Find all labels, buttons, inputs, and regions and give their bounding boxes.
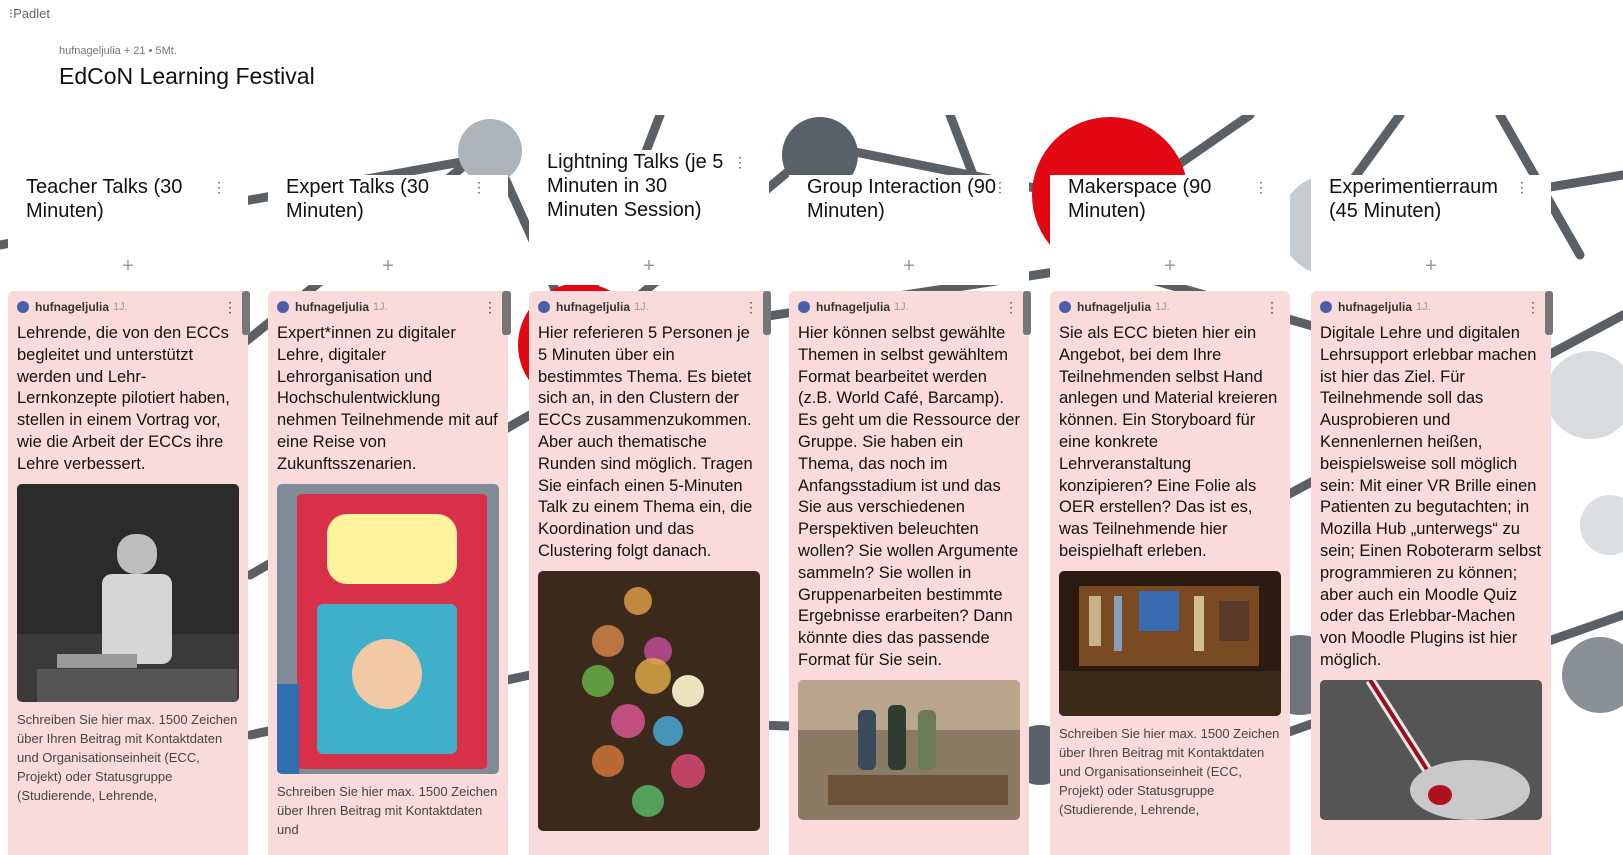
avatar — [17, 301, 29, 313]
post-author: hufnageljulia — [1077, 299, 1152, 314]
post-menu-icon[interactable]: ⋮ — [223, 299, 237, 315]
add-post-button[interactable]: + — [529, 251, 769, 285]
post-card[interactable] — [1311, 291, 1551, 855]
add-post-button[interactable]: + — [8, 251, 248, 285]
post-author: hufnageljulia — [1338, 299, 1413, 314]
post-body: Expert*innen zu digitaler Lehre, digitaler Lehrorganisation und Hochschulentwicklung nehmen Teilnehmende mit auf eine Reise von Zukunftsszenarien. — [277, 324, 498, 473]
column-header — [1311, 175, 1551, 251]
post-menu-icon[interactable]: ⋮ — [1004, 299, 1018, 315]
post-author: hufnageljulia — [556, 299, 631, 314]
column-title: Teacher Talks (30 Minuten) — [26, 176, 183, 222]
post-author: hufnageljulia — [35, 299, 110, 314]
column-header — [1050, 175, 1290, 251]
post-card[interactable] — [8, 291, 248, 855]
post-note: Schreiben Sie hier max. 1500 Zeichen über Ihren Beitrag mit Kontaktdaten und — [277, 783, 498, 837]
post-age: 1J. — [373, 300, 388, 313]
avatar — [1320, 301, 1332, 313]
post-header — [17, 299, 239, 321]
board-meta: hufnageljulia + 21 • 5Mt. — [59, 45, 177, 57]
board-title: EdCoN Learning Festival — [59, 63, 315, 89]
column-title: Experimentierraum (45 Minuten) — [1329, 176, 1498, 222]
column-group-interaction — [789, 115, 1029, 855]
post-menu-icon[interactable]: ⋮ — [483, 299, 497, 315]
column-title: Lightning Talks (je 5 Minuten in 30 Minuten Session) — [547, 151, 724, 221]
column-menu-icon[interactable]: ⋮ — [1254, 179, 1268, 195]
avatar — [277, 301, 289, 313]
padlet-logo[interactable]: ⁝Padlet — [9, 6, 50, 21]
column-menu-icon[interactable]: ⋮ — [993, 179, 1007, 195]
column-scrollbar[interactable] — [242, 291, 250, 335]
column-scrollbar[interactable] — [1023, 291, 1031, 335]
post-age: 1J. — [1416, 300, 1431, 313]
post-author: hufnageljulia — [816, 299, 891, 314]
column-menu-icon[interactable]: ⋮ — [733, 154, 747, 170]
post-body: Hier können selbst gewählte Themen in selbst gewähltem Format bearbeitet werden (z.B. World Café, Barcamp). Es geht um die Ressource der Gruppe. Sie haben ein Thema, das noch im Anfangsstadium ist und das Sie aus verschiedenen Perspektiven beleuchten wollen? Sie wollen Argumente sammeln? Sie wollen in Gruppenarbeiten bestimmte Ergebnisse erarbeiten? Dann könnte dies das passende Format für Sie sein. — [798, 324, 1020, 669]
column-header — [789, 175, 1029, 251]
post-header — [277, 299, 499, 321]
column-makerspace — [1050, 115, 1290, 855]
column-menu-icon[interactable]: ⋮ — [1515, 179, 1529, 195]
post-header — [1059, 299, 1281, 321]
post-header — [798, 299, 1020, 321]
add-post-button[interactable]: + — [789, 251, 1029, 285]
avatar — [1059, 301, 1071, 313]
column-title: Group Interaction (90 Minuten) — [807, 176, 996, 222]
post-card[interactable] — [268, 291, 508, 855]
column-header — [8, 175, 248, 251]
post-menu-icon[interactable]: ⋮ — [1526, 299, 1540, 315]
add-post-button[interactable]: + — [1050, 251, 1290, 285]
avatar — [798, 301, 810, 313]
post-menu-icon[interactable]: ⋮ — [744, 299, 758, 315]
post-age: 1J. — [894, 300, 909, 313]
column-header — [529, 150, 769, 251]
board-wall — [0, 115, 1623, 855]
column-scrollbar[interactable] — [763, 291, 771, 335]
avatar — [538, 301, 550, 313]
column-menu-icon[interactable]: ⋮ — [472, 179, 486, 195]
post-image-workshop[interactable] — [1059, 571, 1281, 716]
column-scrollbar[interactable] — [503, 291, 511, 335]
post-note: Schreiben Sie hier max. 1500 Zeichen über Ihren Beitrag mit Kontaktdaten und Organisationseinheit (ECC, Projekt) oder Statusgruppe (Studierende, Lehrende, — [1059, 725, 1280, 817]
column-lightning-talks — [529, 115, 769, 855]
post-image-pipette[interactable] — [1320, 680, 1542, 820]
post-body: Sie als ECC bieten hier ein Angebot, bei dem Ihre Teilnehmenden selbst Hand anlegen und Material kreieren können. Ein Storyboard für eine konkrete Lehrveranstaltung konzipieren? Eine Folie als OER erstellen? Das ist es, was Teilnehmende hier beispielhaft erleben. — [1059, 324, 1278, 560]
post-card[interactable] — [789, 291, 1029, 855]
post-note: Schreiben Sie hier max. 1500 Zeichen über Ihren Beitrag mit Kontaktdaten und Organisationseinheit (ECC, Projekt) oder Statusgruppe (Studierende, Lehrende, — [17, 711, 238, 803]
add-post-button[interactable]: + — [1311, 251, 1551, 285]
post-age: 1J. — [634, 300, 649, 313]
post-body: Digitale Lehre und digitalen Lehrsupport erlebbar machen ist hier das Ziel. Für Teilnehmende soll das Ausprobieren und Kennenlernen heißen, beispielsweise soll möglich sein: Mit einer VR Brille einen Patienten zu begutachten; in Mozilla Hub „unterwegs“ zu sein; Einen Roboterarm selbst programmieren zu können; aber auch ein Moodle Quiz oder das Erlebbar-Machen von Moodle Plugins ist hier möglich. — [1320, 324, 1542, 669]
column-menu-icon[interactable]: ⋮ — [212, 179, 226, 195]
column-header — [268, 175, 508, 251]
column-teacher-talks — [8, 115, 248, 855]
column-expert-talks — [268, 115, 508, 855]
post-image-teacher[interactable] — [17, 484, 239, 702]
post-card[interactable] — [529, 291, 769, 855]
column-scrollbar[interactable] — [1545, 291, 1553, 335]
column-title: Expert Talks (30 Minuten) — [286, 176, 430, 222]
post-image-group[interactable] — [798, 680, 1020, 820]
post-image-book[interactable] — [277, 484, 499, 774]
column-title: Makerspace (90 Minuten) — [1068, 176, 1212, 222]
post-body: Lehrende, die von den ECCs begleitet und unterstützt werden und Lehr-Lernkonzepte pilotiert haben, stellen in einem Vortrag vor, wie die Arbeit der ECCs ihre Lehre verbessert. — [17, 324, 230, 473]
post-age: 1J. — [113, 300, 128, 313]
post-body: Hier referieren 5 Personen je 5 Minuten über ein bestimmtes Thema. Es bietet sich an, in den Clustern der ECCs zusammenzukommen. Aber auch thematische Runden sind möglich. Tragen Sie einfach einen 5-Minuten Talk zu einem Thema ein, die Koordination und das Clustering folgt danach. — [538, 324, 753, 560]
post-menu-icon[interactable]: ⋮ — [1265, 299, 1279, 315]
post-image-lights[interactable] — [538, 571, 760, 831]
post-header — [1320, 299, 1542, 321]
post-age: 1J. — [1155, 300, 1170, 313]
add-post-button[interactable]: + — [268, 251, 508, 285]
column-experimentierraum — [1311, 115, 1551, 855]
post-card[interactable] — [1050, 291, 1290, 855]
post-header — [538, 299, 760, 321]
post-author: hufnageljulia — [295, 299, 370, 314]
